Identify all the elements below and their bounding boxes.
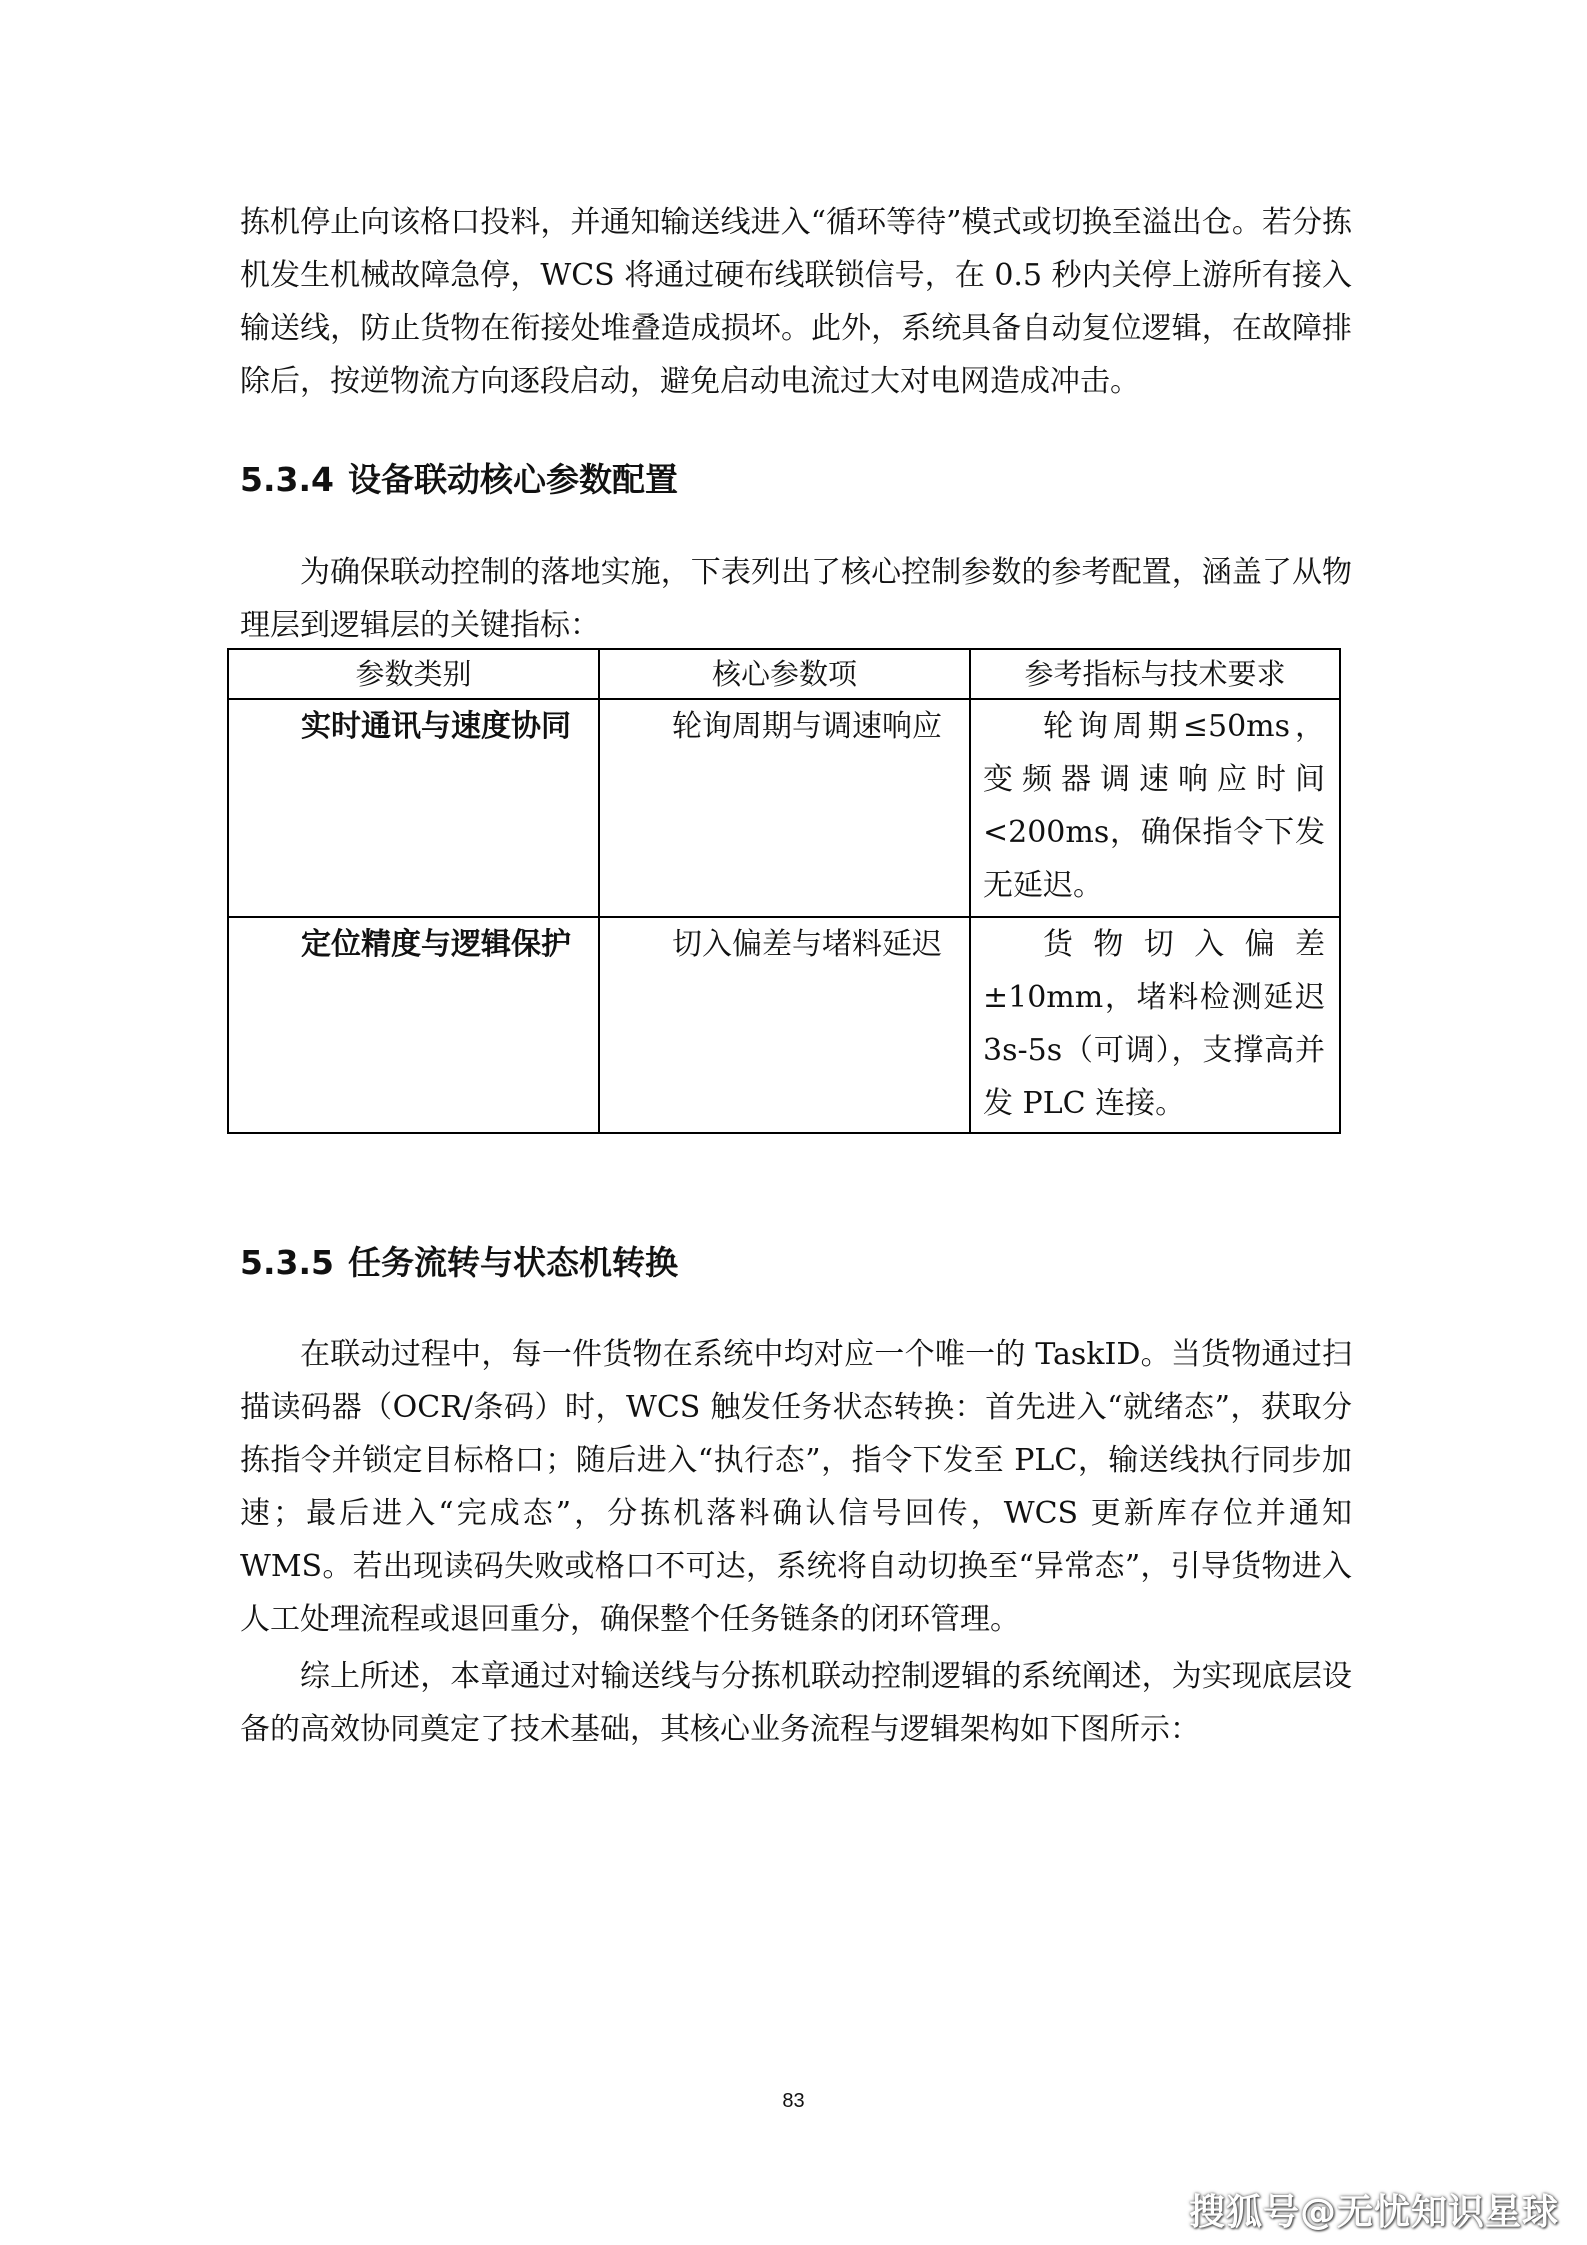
paragraph-table-intro: 为确保联动控制的落地实施，下表列出了核心控制参数的参考配置，涵盖了从物理层到逻辑层的关键指标： <box>240 555 1352 643</box>
table-row <box>228 699 1340 917</box>
table-row <box>228 917 1340 1133</box>
cell-text: 实时通讯与速度协同 <box>301 709 571 744</box>
table-cell-category <box>228 917 599 1133</box>
table-cell-requirement <box>970 917 1340 1133</box>
table-header-row <box>228 649 1340 699</box>
watermark: 搜狐号@无忧知识星球 <box>1188 2192 1559 2233</box>
table-header-cell: 参数类别 <box>228 649 599 699</box>
table-header-cell: 参考指标与技术要求 <box>970 649 1340 699</box>
paragraph-summary: 综上所述，本章通过对输送线与分拣机联动控制逻辑的系统阐述，为实现底层设备的高效协同奠定了技术基础，其核心业务流程与逻辑架构如下图所示： <box>240 1659 1352 1747</box>
cell-text: 轮询周期与调速响应 <box>672 709 942 744</box>
section-title: 任务流转与状态机转换 <box>347 1243 678 1282</box>
paragraph-task-state: 在联动过程中，每一件货物在系统中均对应一个唯一的 TaskID。当货物通过扫描读码器（OCR/条码）时，WCS 触发任务状态转换：首先进入“就绪态”，获取分拣指令并锁定目标格口；随后进入“执行态”，指令下发至 PLC，输送线执行同步加速；最后进入“完成态”，分拣机落料确认信号回传，WCS 更新库存位并通知 WMS。若出现读码失败或格口不可达，系统将自动切换至“异常态”，引导货物进入人工处理流程或退回重分，确保整个任务链条的闭环管理。 <box>240 1337 1352 1637</box>
section-number: 5.3.5 <box>240 1243 334 1282</box>
page-number: 83 <box>782 2090 805 2112</box>
section-number: 5.3.4 <box>240 460 334 499</box>
cell-text: 切入偏差与堵料延迟 <box>672 927 942 962</box>
cell-text: 轮询周期≤50ms，变频器调速响应时间<200ms，确保指令下发无延迟。 <box>983 709 1325 903</box>
parameter-table <box>227 648 1341 1134</box>
table-cell-item <box>599 917 970 1133</box>
table-cell-category <box>228 699 599 917</box>
table-header-cell: 核心参数项 <box>599 649 970 699</box>
table-cell-requirement <box>970 699 1340 917</box>
section-heading-5-3-4 <box>240 460 678 500</box>
cell-text: 定位精度与逻辑保护 <box>301 927 571 962</box>
section-heading-5-3-5 <box>240 1243 678 1283</box>
cell-text: 货物切入偏差±10mm，堵料检测延迟3s-5s（可调），支撑高并发 PLC 连接。 <box>983 927 1325 1121</box>
paragraph-fault-handling: 拣机停止向该格口投料，并通知输送线进入“循环等待”模式或切换至溢出仓。若分拣机发生机械故障急停，WCS 将通过硬布线联锁信号，在 0.5 秒内关停上游所有接入输送线，防止货物在衔接处堆叠造成损坏。此外，系统具备自动复位逻辑，在故障排除后，按逆物流方向逐段启动，避免启动电流过大对电网造成冲击。 <box>240 205 1352 399</box>
section-title: 设备联动核心参数配置 <box>347 460 678 499</box>
table-cell-item <box>599 699 970 917</box>
